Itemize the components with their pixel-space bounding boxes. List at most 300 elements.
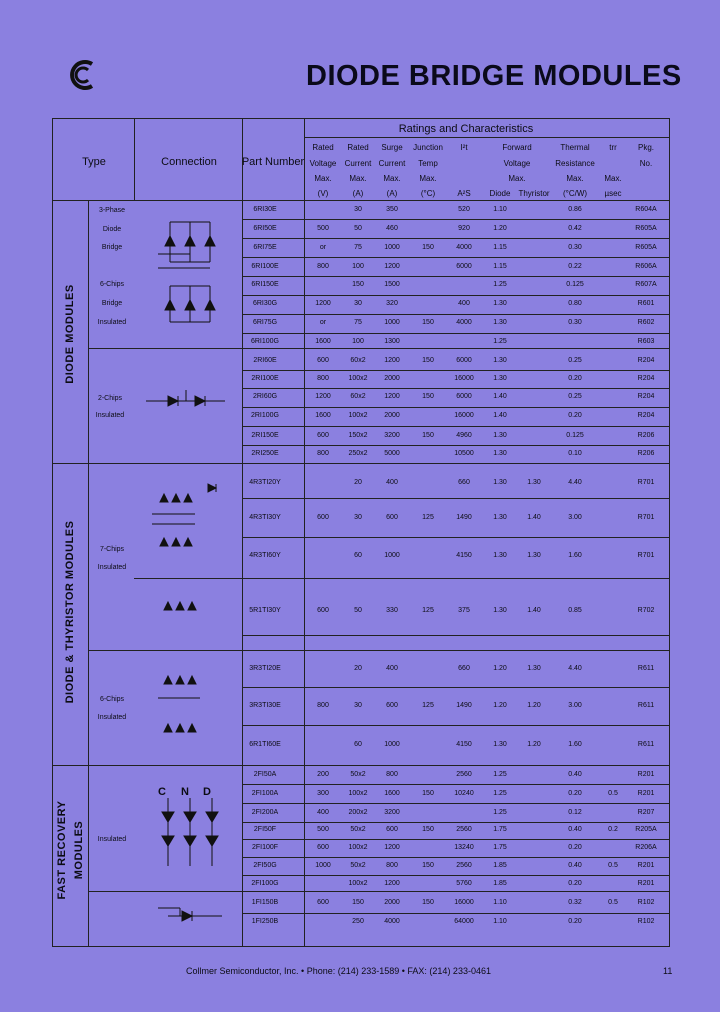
- cell-s: 1000: [384, 741, 400, 748]
- grid-line: [242, 839, 669, 840]
- cell-pkg: R601: [637, 300, 655, 307]
- cell-i2t: 660: [458, 479, 470, 486]
- cell-part: 6RI50E: [253, 225, 277, 232]
- cell-r: 0.40: [568, 826, 582, 833]
- header-rated-current-2: Current: [344, 159, 372, 168]
- cell-pkg: R701: [637, 514, 655, 521]
- cell-r: 0.20: [568, 844, 582, 851]
- cell-i2t: 4000: [456, 319, 472, 326]
- cell-part: 5R1TI30Y: [249, 607, 281, 614]
- cell-r: 0.30: [568, 244, 582, 251]
- cell-a: 30: [354, 300, 362, 307]
- cell-v: 800: [317, 375, 329, 382]
- grid-line: [242, 857, 669, 858]
- note-two-chips-2: Insulated: [95, 412, 125, 419]
- header-trr-1: trr: [609, 143, 617, 152]
- cell-r: 0.32: [568, 899, 582, 906]
- cell-s: 400: [386, 665, 398, 672]
- cell-part: 6RI30E: [253, 206, 277, 213]
- cell-a: 60: [354, 552, 362, 559]
- cell-part: 6RI100G: [250, 338, 280, 345]
- cell-r: 0.20: [568, 375, 582, 382]
- cell-v: 500: [317, 225, 329, 232]
- note-six-chips-ins-1: 6-Chips: [99, 696, 125, 703]
- cell-r: 0.85: [568, 607, 582, 614]
- cell-d: 1.15: [493, 244, 507, 251]
- cell-d: 1.10: [493, 206, 507, 213]
- cell-d: 1.30: [493, 375, 507, 382]
- cell-s: 320: [386, 300, 398, 307]
- grid-line: [88, 891, 669, 892]
- cell-r: 0.20: [568, 880, 582, 887]
- cell-a: 30: [354, 702, 362, 709]
- grid-line: [242, 388, 669, 389]
- cell-part: 6R1TI60E: [249, 741, 281, 748]
- cell-a: 100x2: [348, 880, 368, 887]
- footer-contact: Collmer Semiconductor, Inc. • Phone: (214) 233-1589 • FAX: (214) 233-0461: [186, 966, 491, 976]
- cell-part: 2FI50F: [253, 826, 277, 833]
- cell-pkg: R206: [637, 432, 655, 439]
- grid-line: [242, 426, 669, 427]
- cell-a: 100: [352, 338, 364, 345]
- cell-th: 1.40: [527, 514, 541, 521]
- grid-line: [52, 118, 53, 946]
- cell-part: 4R3TI20Y: [249, 479, 281, 486]
- cell-a: 50: [354, 225, 362, 232]
- header-thermal-4: (°C/W): [562, 189, 588, 198]
- cell-a: 20: [354, 479, 362, 486]
- header-rated-voltage-1: Rated: [312, 143, 334, 152]
- cell-pkg: R201: [637, 862, 655, 869]
- cell-part: 2RI60E: [253, 357, 277, 364]
- header-fv-2: Voltage: [503, 159, 531, 168]
- cell-r: 0.25: [568, 357, 582, 364]
- note-six-chips-1: 6-Chips: [99, 281, 125, 288]
- cell-d: 1.40: [493, 393, 507, 400]
- cell-i2t: 2560: [456, 771, 472, 778]
- cell-i2t: 400: [458, 300, 470, 307]
- cell-part: 3R3TI30E: [249, 702, 281, 709]
- cell-i2t: 6000: [456, 393, 472, 400]
- cell-th: 1.20: [527, 741, 541, 748]
- cell-a: 250x2: [348, 450, 368, 457]
- cell-part: 4R3TI30Y: [249, 514, 281, 521]
- note-six-chips-2: Bridge: [101, 300, 123, 307]
- cell-r: 0.20: [568, 412, 582, 419]
- cell-pkg: R205A: [635, 826, 657, 833]
- cell-j: 150: [422, 862, 434, 869]
- cell-i2t: 6000: [456, 357, 472, 364]
- cell-a: 100x2: [348, 790, 368, 797]
- cell-r: 0.40: [568, 771, 582, 778]
- cell-pkg: R204: [637, 375, 655, 382]
- grid-line: [52, 118, 670, 119]
- single-diode-diagram-icon: [150, 898, 230, 928]
- header-fv-thyristor: Thyristor: [518, 189, 550, 198]
- cell-s: 460: [386, 225, 398, 232]
- cell-part: 6RI75G: [252, 319, 278, 326]
- cell-i2t: 10500: [454, 450, 474, 457]
- cell-a: 100x2: [348, 844, 368, 851]
- cell-s: 2000: [384, 899, 400, 906]
- note-six-chips-ins-2: Insulated: [97, 714, 127, 721]
- cell-v: or: [319, 244, 327, 251]
- cell-j: 150: [422, 393, 434, 400]
- cell-r: 4.40: [568, 479, 582, 486]
- cell-v: 200: [317, 771, 329, 778]
- grid-line: [242, 276, 669, 277]
- grid-line: [242, 784, 669, 785]
- cell-d: 1.20: [493, 665, 507, 672]
- cell-r: 0.20: [568, 790, 582, 797]
- cell-pkg: R607A: [635, 281, 657, 288]
- cell-s: 600: [386, 702, 398, 709]
- cell-s: 600: [386, 514, 398, 521]
- note-seven-chips-2: Insulated: [97, 564, 127, 571]
- cell-s: 1200: [384, 393, 400, 400]
- cell-d: 1.75: [493, 844, 507, 851]
- cell-s: 1500: [384, 281, 400, 288]
- cell-d: 1.20: [493, 225, 507, 232]
- collmer-logo-icon: [68, 58, 98, 92]
- header-junction-3: Max.: [419, 174, 437, 183]
- cell-th: 1.40: [527, 607, 541, 614]
- cell-r: 0.25: [568, 393, 582, 400]
- header-rated-current-4: (A): [352, 189, 364, 198]
- cell-d: 1.10: [493, 918, 507, 925]
- cell-i2t: 5760: [456, 880, 472, 887]
- cell-s: 400: [386, 479, 398, 486]
- cell-i2t: 2560: [456, 826, 472, 833]
- cell-th: 1.30: [527, 479, 541, 486]
- cell-d: 1.40: [493, 412, 507, 419]
- fast-recovery-diagram-icon: [150, 798, 226, 868]
- grid-line: [242, 875, 669, 876]
- cell-j: 125: [422, 607, 434, 614]
- cell-j: 150: [422, 432, 434, 439]
- cell-part: 6RI75E: [253, 244, 277, 251]
- grid-line: [242, 370, 669, 371]
- label-n: N: [181, 786, 190, 798]
- cell-pkg: R102: [637, 899, 655, 906]
- cell-pkg: R604A: [635, 206, 657, 213]
- cell-i2t: 64000: [454, 918, 474, 925]
- section-diode-thyristor-modules: DIODE & THYRISTOR MODULES: [64, 520, 76, 704]
- cell-a: 50x2: [350, 862, 366, 869]
- cell-a: 20: [354, 665, 362, 672]
- cell-i2t: 1490: [456, 514, 472, 521]
- grid-line: [52, 946, 670, 947]
- cell-r: 0.20: [568, 918, 582, 925]
- cell-pkg: R207: [637, 809, 655, 816]
- cell-d: 1.75: [493, 826, 507, 833]
- cell-v: 1000: [315, 862, 331, 869]
- cell-pkg: R102: [637, 918, 655, 925]
- cell-v: 800: [317, 263, 329, 270]
- cell-d: 1.15: [493, 263, 507, 270]
- cell-v: 600: [317, 357, 329, 364]
- note-three-phase-2: Diode: [102, 226, 122, 233]
- cell-j: 150: [422, 790, 434, 797]
- header-rated-voltage-3: Max.: [314, 174, 332, 183]
- cell-d: 1.30: [493, 479, 507, 486]
- cell-part: 2FI200A: [251, 809, 279, 816]
- cell-part: 2FI50G: [253, 862, 277, 869]
- cell-s: 2000: [384, 412, 400, 419]
- cell-r: 4.40: [568, 665, 582, 672]
- cell-pkg: R611: [637, 665, 655, 672]
- header-fv-3: Max.: [508, 174, 526, 183]
- cell-r: 0.42: [568, 225, 582, 232]
- cell-v: 600: [317, 607, 329, 614]
- cell-pkg: R611: [637, 741, 655, 748]
- grid-line: [134, 118, 135, 200]
- cell-r: 0.125: [566, 432, 584, 439]
- cell-i2t: 4000: [456, 244, 472, 251]
- cell-d: 1.30: [493, 432, 507, 439]
- cell-s: 1000: [384, 244, 400, 251]
- cell-pkg: R201: [637, 880, 655, 887]
- grid-line: [242, 822, 669, 823]
- cell-d: 1.25: [493, 790, 507, 797]
- grid-line: [242, 445, 669, 446]
- cell-pkg: R201: [637, 771, 655, 778]
- cell-th: 1.30: [527, 665, 541, 672]
- page-number: 11: [663, 966, 673, 976]
- cell-pkg: R204: [637, 393, 655, 400]
- cell-i2t: 4150: [456, 741, 472, 748]
- header-fv-diode: Diode: [489, 189, 511, 198]
- cell-i2t: 4150: [456, 552, 472, 559]
- cell-s: 3200: [384, 809, 400, 816]
- cell-s: 2000: [384, 375, 400, 382]
- grid-line: [88, 348, 669, 349]
- grid-line: [242, 498, 669, 499]
- cell-v: 1600: [315, 412, 331, 419]
- cell-j: 150: [422, 899, 434, 906]
- grid-line: [242, 219, 669, 220]
- cell-trr: 0.2: [608, 826, 618, 833]
- cell-j: 125: [422, 702, 434, 709]
- cell-j: 150: [422, 244, 434, 251]
- grid-line: [88, 200, 89, 946]
- header-ratings: Ratings and Characteristics: [398, 123, 534, 135]
- grid-line: [242, 913, 669, 914]
- header-junction-4: (°C): [420, 189, 436, 198]
- cell-r: 0.125: [566, 281, 584, 288]
- cell-s: 1600: [384, 790, 400, 797]
- cell-a: 100: [352, 263, 364, 270]
- cell-j: 150: [422, 319, 434, 326]
- cell-s: 800: [386, 771, 398, 778]
- cell-r: 3.00: [568, 702, 582, 709]
- cell-v: 600: [317, 844, 329, 851]
- two-chip-diagram-icon: [140, 386, 230, 416]
- cell-th: 1.30: [527, 552, 541, 559]
- cell-pkg: R602: [637, 319, 655, 326]
- cell-part: 2RI250E: [251, 450, 279, 457]
- header-i2t-1: I²t: [460, 143, 468, 152]
- grid-line: [242, 333, 669, 334]
- grid-line: [52, 765, 669, 766]
- cell-pkg: R204: [637, 412, 655, 419]
- grid-line: [669, 118, 670, 946]
- cell-part: 1FI250B: [251, 918, 279, 925]
- single-thyristor-diagram-icon: [150, 590, 210, 630]
- note-three-phase-1: 3-Phase: [98, 207, 126, 214]
- grid-line: [242, 687, 669, 688]
- cell-v: 800: [317, 702, 329, 709]
- section-diode-modules: DIODE MODULES: [64, 284, 76, 384]
- cell-a: 60x2: [350, 357, 366, 364]
- cell-v: 300: [317, 790, 329, 797]
- header-junction-1: Junction: [413, 143, 443, 152]
- cell-part: 6RI100E: [251, 263, 279, 270]
- cell-v: 600: [317, 432, 329, 439]
- cell-d: 1.30: [493, 319, 507, 326]
- thyristor-bridge-diagram-icon: [150, 474, 230, 564]
- header-thermal-3: Max.: [566, 174, 584, 183]
- section-fast-recovery-1: FAST RECOVERY: [56, 800, 68, 900]
- grid-line: [242, 257, 669, 258]
- grid-line: [134, 578, 669, 579]
- cell-d: 1.25: [493, 281, 507, 288]
- cell-a: 30: [354, 206, 362, 213]
- cell-r: 0.80: [568, 300, 582, 307]
- cell-part: 2FI100G: [251, 880, 279, 887]
- cell-d: 1.30: [493, 552, 507, 559]
- cell-a: 50: [354, 607, 362, 614]
- grid-line: [52, 463, 669, 464]
- header-surge-current-3: Max.: [383, 174, 401, 183]
- three-phase-bridge-diagram-icon: [150, 212, 230, 324]
- cell-trr: 0.5: [608, 899, 618, 906]
- header-trr-3: µsec: [604, 189, 622, 198]
- cell-r: 0.30: [568, 319, 582, 326]
- cell-a: 150: [352, 899, 364, 906]
- cell-r: 0.40: [568, 862, 582, 869]
- cell-r: 0.86: [568, 206, 582, 213]
- header-part-number: Part Number: [241, 156, 305, 168]
- section-fast-recovery-2: MODULES: [73, 820, 85, 880]
- cell-i2t: 16000: [454, 375, 474, 382]
- header-rated-current-3: Max.: [349, 174, 367, 183]
- cell-pkg: R701: [637, 479, 655, 486]
- cell-s: 330: [386, 607, 398, 614]
- cell-i2t: 6000: [456, 263, 472, 270]
- cell-i2t: 375: [458, 607, 470, 614]
- header-i2t-2: A²S: [457, 189, 471, 198]
- cell-a: 75: [354, 244, 362, 251]
- cell-d: 1.30: [493, 357, 507, 364]
- cell-r: 0.12: [568, 809, 582, 816]
- grid-line: [242, 725, 669, 726]
- cell-part: 4R3TI60Y: [249, 552, 281, 559]
- cell-part: 6RI30G: [252, 300, 278, 307]
- cell-a: 150: [352, 281, 364, 288]
- header-trr-2: Max.: [604, 174, 622, 183]
- cell-v: 800: [317, 450, 329, 457]
- note-three-phase-3: Bridge: [101, 244, 123, 251]
- cell-pkg: R611: [637, 702, 655, 709]
- cell-pkg: R702: [637, 607, 655, 614]
- cell-part: 2FI100F: [251, 844, 279, 851]
- header-thermal-1: Thermal: [560, 143, 590, 152]
- header-thermal-2: Resistance: [555, 159, 595, 168]
- cell-r: 3.00: [568, 514, 582, 521]
- header-connection: Connection: [161, 156, 217, 168]
- cell-s: 800: [386, 862, 398, 869]
- grid-line: [88, 650, 669, 651]
- cell-j: 150: [422, 826, 434, 833]
- cell-s: 1000: [384, 552, 400, 559]
- header-surge-current-2: Current: [378, 159, 406, 168]
- cell-i2t: 16000: [454, 899, 474, 906]
- cell-d: 1.20: [493, 702, 507, 709]
- header-junction-2: Temp: [418, 159, 438, 168]
- cell-pkg: R701: [637, 552, 655, 559]
- cell-r: 1.60: [568, 552, 582, 559]
- cell-trr: 0.5: [608, 862, 618, 869]
- cell-v: or: [319, 319, 327, 326]
- cell-i2t: 1490: [456, 702, 472, 709]
- cell-d: 1.30: [493, 514, 507, 521]
- note-six-chips-3: Insulated: [97, 319, 127, 326]
- cell-d: 1.10: [493, 899, 507, 906]
- cell-d: 1.25: [493, 771, 507, 778]
- header-type: Type: [82, 156, 106, 168]
- cell-part: 6RI150E: [251, 281, 279, 288]
- cell-pkg: R605A: [635, 225, 657, 232]
- grid-line: [304, 137, 669, 138]
- cell-v: 600: [317, 514, 329, 521]
- six-chip-thyristor-diagram-icon: [150, 670, 210, 740]
- cell-i2t: 4960: [456, 432, 472, 439]
- grid-line: [242, 407, 669, 408]
- cell-i2t: 13240: [454, 844, 474, 851]
- cell-v: 1200: [315, 393, 331, 400]
- label-c: C: [158, 786, 167, 798]
- cell-part: 2FI100A: [251, 790, 279, 797]
- cell-a: 30: [354, 514, 362, 521]
- cell-i2t: 10240: [454, 790, 474, 797]
- header-rated-voltage-2: Voltage: [309, 159, 337, 168]
- cell-s: 600: [386, 826, 398, 833]
- cell-a: 60x2: [350, 393, 366, 400]
- grid-line: [242, 635, 669, 636]
- header-rated-voltage-4: (V): [317, 189, 329, 198]
- note-seven-chips-1: 7-Chips: [99, 546, 125, 553]
- cell-pkg: R606A: [635, 263, 657, 270]
- cell-v: 1200: [315, 300, 331, 307]
- cell-s: 3200: [384, 432, 400, 439]
- cell-v: 500: [317, 826, 329, 833]
- header-surge-current-4: (A): [386, 189, 398, 198]
- cell-part: 1FI150B: [251, 899, 279, 906]
- cell-s: 5000: [384, 450, 400, 457]
- cell-pkg: R605A: [635, 244, 657, 251]
- header-surge-current-1: Surge: [381, 143, 403, 152]
- label-d: D: [203, 786, 212, 798]
- cell-j: 150: [422, 357, 434, 364]
- grid-line: [52, 200, 670, 201]
- cell-part: 2RI150E: [251, 432, 279, 439]
- cell-j: 125: [422, 514, 434, 521]
- cell-s: 1000: [384, 319, 400, 326]
- grid-line: [242, 537, 669, 538]
- cell-r: 0.22: [568, 263, 582, 270]
- cell-a: 200x2: [348, 809, 368, 816]
